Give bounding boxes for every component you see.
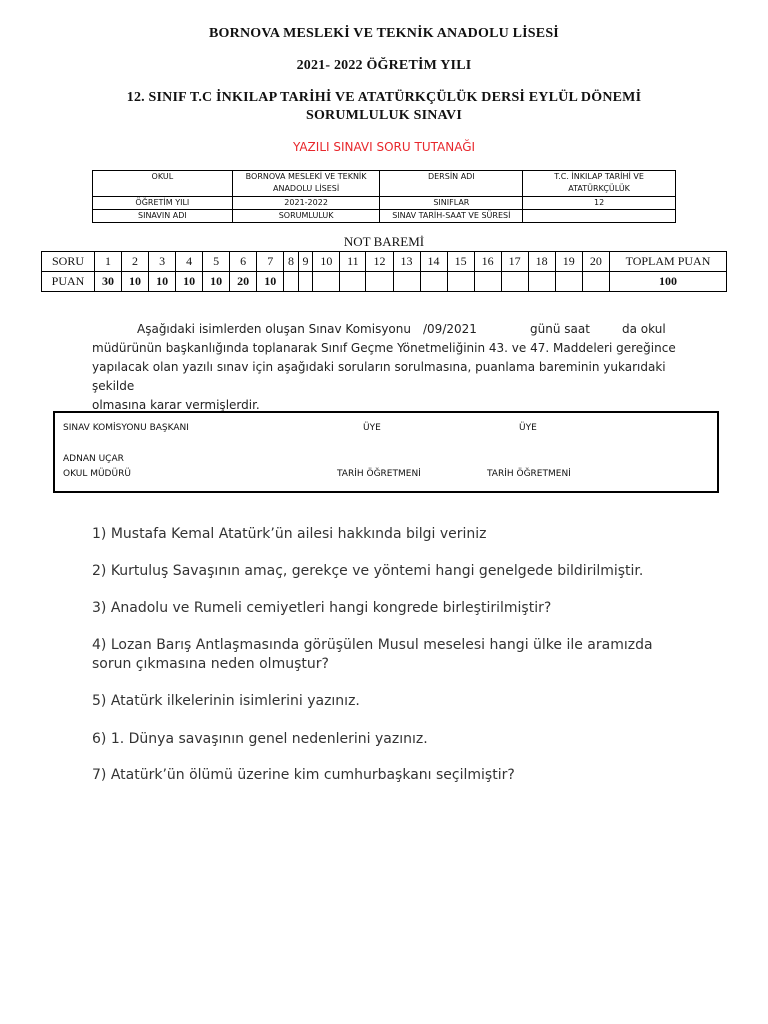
points-row bbox=[42, 272, 727, 292]
member2-role: TARİH ÖĞRETMENİ bbox=[487, 469, 571, 479]
info-class-label: SINIFLAR bbox=[380, 197, 523, 210]
puan-label: PUAN bbox=[42, 272, 95, 292]
points-cell bbox=[149, 272, 176, 292]
member1-title: ÜYE bbox=[363, 423, 381, 433]
question-number-cell: 12 bbox=[366, 252, 393, 272]
info-date-label: SINAV TARİH-SAAT VE SÜRESİ bbox=[380, 210, 523, 223]
points-value: 10 bbox=[210, 274, 223, 288]
member2-title: ÜYE bbox=[519, 423, 537, 433]
points-value: 10 bbox=[156, 274, 169, 288]
question-number-cell: 20 bbox=[582, 252, 609, 272]
document-subtitle: YAZILI SINAVI SORU TUTANAĞI bbox=[292, 140, 476, 154]
school-title: BORNOVA MESLEKİ VE TEKNİK ANADOLU LİSESİ bbox=[209, 26, 559, 41]
info-date-value bbox=[523, 210, 676, 223]
points-value: 10 bbox=[264, 274, 277, 288]
question-4: 4) Lozan Barış Antlaşmasında görüşülen Musul meselesi hangi ülke ile aramızda sorun çıkmasına neden olmuştur? bbox=[92, 637, 653, 672]
points-cell bbox=[340, 272, 366, 292]
question-number-cell: 1 bbox=[95, 252, 122, 272]
points-value: 30 bbox=[102, 274, 115, 288]
info-year-label: ÖĞRETİM YILI bbox=[93, 197, 233, 210]
academic-year: 2021- 2022 ÖĞRETİM YILI bbox=[296, 58, 472, 73]
points-cell bbox=[555, 272, 582, 292]
question-number-cell: 11 bbox=[340, 252, 366, 272]
question-3: 3) Anadolu ve Rumeli cemiyetleri hangi kongrede birleştirilmiştir? bbox=[92, 600, 552, 616]
grading-scheme-table bbox=[41, 251, 727, 292]
paragraph-part1: Aşağıdaki isimlerden oluşan Sınav Komisyonu bbox=[137, 322, 411, 336]
question-number-cell: 6 bbox=[230, 252, 257, 272]
member1-role: TARİH ÖĞRETMENİ bbox=[337, 469, 421, 479]
commission-signature-box bbox=[53, 411, 719, 493]
question-number-cell: 16 bbox=[474, 252, 501, 272]
question-number-cell: 17 bbox=[501, 252, 528, 272]
points-value: 20 bbox=[237, 274, 250, 288]
points-cell bbox=[420, 272, 447, 292]
info-class-value: 12 bbox=[523, 197, 676, 210]
points-cell bbox=[313, 272, 340, 292]
paragraph-time-label: günü saat bbox=[530, 322, 590, 336]
info-school-value: BORNOVA MESLEKİ VE TEKNİK ANADOLU LİSESİ bbox=[232, 171, 380, 197]
points-cell bbox=[257, 272, 284, 292]
total-points-label: TOPLAM PUAN bbox=[610, 252, 727, 272]
exam-info-table bbox=[92, 170, 676, 223]
points-value: 10 bbox=[183, 274, 196, 288]
points-cell bbox=[230, 272, 257, 292]
paragraph-date: /09/2021 bbox=[423, 322, 477, 336]
commission-head-role: OKUL MÜDÜRÜ bbox=[63, 469, 131, 479]
question-number-cell: 10 bbox=[313, 252, 340, 272]
points-cell bbox=[528, 272, 555, 292]
question-number-cell: 19 bbox=[555, 252, 582, 272]
info-exam-value: SORUMLULUK bbox=[232, 210, 380, 223]
question-number-cell: 13 bbox=[393, 252, 420, 272]
points-cell bbox=[176, 272, 203, 292]
points-cell bbox=[122, 272, 149, 292]
points-cell bbox=[298, 272, 313, 292]
points-cell bbox=[393, 272, 420, 292]
grading-scheme-title: NOT BAREMİ bbox=[343, 234, 425, 249]
paragraph-part4: da okul bbox=[622, 322, 666, 336]
question-number-cell: 4 bbox=[176, 252, 203, 272]
points-cell bbox=[284, 272, 299, 292]
info-exam-label: SINAVIN ADI bbox=[93, 210, 233, 223]
points-value: 10 bbox=[129, 274, 142, 288]
paragraph-line2: müdürünün başkanlığında toplanarak Sınıf Geçme Yönetmeliğinin 43. ve 47. Maddeleri gereğince bbox=[92, 341, 676, 355]
info-course-value: T.C. İNKILAP TARİHİ VE ATATÜRKÇÜLÜK bbox=[523, 171, 676, 197]
question-number-cell: 9 bbox=[298, 252, 313, 272]
question-number-cell: 7 bbox=[257, 252, 284, 272]
soru-label: SORU bbox=[42, 252, 95, 272]
info-year-value: 2021-2022 bbox=[232, 197, 380, 210]
points-cell bbox=[501, 272, 528, 292]
points-cell bbox=[474, 272, 501, 292]
question-number-cell: 18 bbox=[528, 252, 555, 272]
question-number-cell: 8 bbox=[284, 252, 299, 272]
points-cell bbox=[366, 272, 393, 292]
paragraph-line4: olmasına karar vermişlerdir. bbox=[92, 398, 260, 412]
question-number-cell: 3 bbox=[149, 252, 176, 272]
paragraph-line3: yapılacak olan yazılı sınav için aşağıdaki soruların sorulmasına, puanlama bareminin yukarıdaki şekilde bbox=[92, 360, 666, 393]
question-7: 7) Atatürk’ün ölümü üzerine kim cumhurbaşkanı seçilmiştir? bbox=[92, 767, 515, 783]
question-6: 6) 1. Dünya savaşının genel nedenlerini yazınız. bbox=[92, 731, 428, 747]
total-points-cell bbox=[610, 272, 727, 292]
exam-title-line1: 12. SINIF T.C İNKILAP TARİHİ VE ATATÜRKÇÜLÜK DERSİ EYLÜL DÖNEMİ bbox=[126, 90, 642, 105]
info-course-label: DERSİN ADI bbox=[380, 171, 523, 197]
exam-title-line2: SORUMLULUK SINAVI bbox=[305, 108, 462, 123]
question-number-cell: 15 bbox=[447, 252, 474, 272]
question-2: 2) Kurtuluş Savaşının amaç, gerekçe ve yöntemi hangi genelgede bildirilmiştir. bbox=[92, 563, 644, 579]
info-school-label: OKUL bbox=[93, 171, 233, 197]
question-number-cell: 14 bbox=[420, 252, 447, 272]
question-number-cell: 2 bbox=[122, 252, 149, 272]
commission-head-title: SINAV KOMİSYONU BAŞKANI bbox=[63, 423, 189, 433]
points-cell bbox=[447, 272, 474, 292]
points-cell bbox=[203, 272, 230, 292]
commission-paragraph bbox=[92, 320, 682, 415]
commission-head-name: ADNAN UÇAR bbox=[63, 454, 124, 464]
question-5: 5) Atatürk ilkelerinin isimlerini yazınız. bbox=[92, 693, 360, 709]
points-cell bbox=[582, 272, 609, 292]
total-points-value: 100 bbox=[659, 274, 677, 288]
points-cell bbox=[95, 272, 122, 292]
question-1: 1) Mustafa Kemal Atatürk’ün ailesi hakkında bilgi veriniz bbox=[92, 526, 487, 542]
question-number-cell: 5 bbox=[203, 252, 230, 272]
question-number-row bbox=[42, 252, 727, 272]
